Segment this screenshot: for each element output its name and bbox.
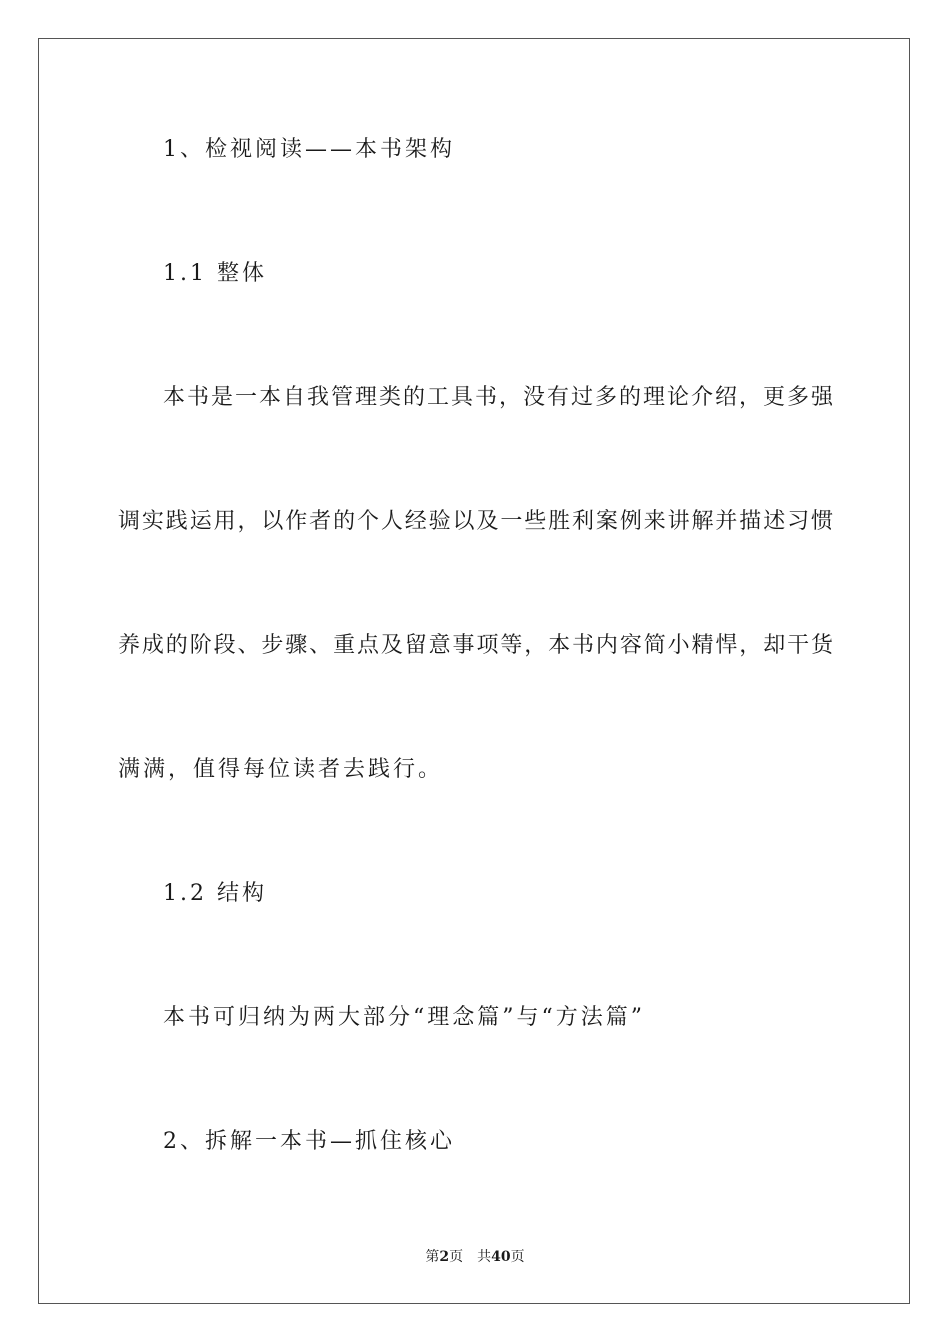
section-heading-2: 2、拆解一本书—抓住核心	[163, 1129, 455, 1154]
page-footer	[0, 1248, 950, 1266]
footer-page-suffix: 页	[449, 1249, 464, 1265]
paragraph-line-2: 调实践运用，以作者的个人经验以及一些胜利案例来讲解并描述习惯	[118, 509, 833, 534]
footer-page-prefix: 第	[425, 1249, 440, 1265]
structure-paragraph: 本书可归纳为两大部分“理念篇”与“方法篇”	[163, 1005, 645, 1030]
subsection-heading-1-1: 1.1 整体	[163, 261, 267, 286]
footer-total-suffix: 页	[510, 1249, 525, 1265]
footer-page-number: 2	[439, 1249, 450, 1265]
paragraph-line-1: 本书是一本自我管理类的工具书，没有过多的理论介绍，更多强	[163, 385, 833, 410]
subsection-heading-1-2: 1.2 结构	[163, 881, 267, 906]
paragraph-line-4: 满满，值得每位读者去践行。	[118, 757, 444, 782]
paragraph-line-3: 养成的阶段、步骤、重点及留意事项等，本书内容简小精悍，却干货	[118, 633, 833, 658]
footer-total-prefix: 共	[477, 1249, 492, 1265]
page-border	[38, 38, 910, 1304]
footer-total-pages: 40	[491, 1249, 511, 1265]
section-heading-1: 1、检视阅读——本书架构	[163, 137, 455, 162]
